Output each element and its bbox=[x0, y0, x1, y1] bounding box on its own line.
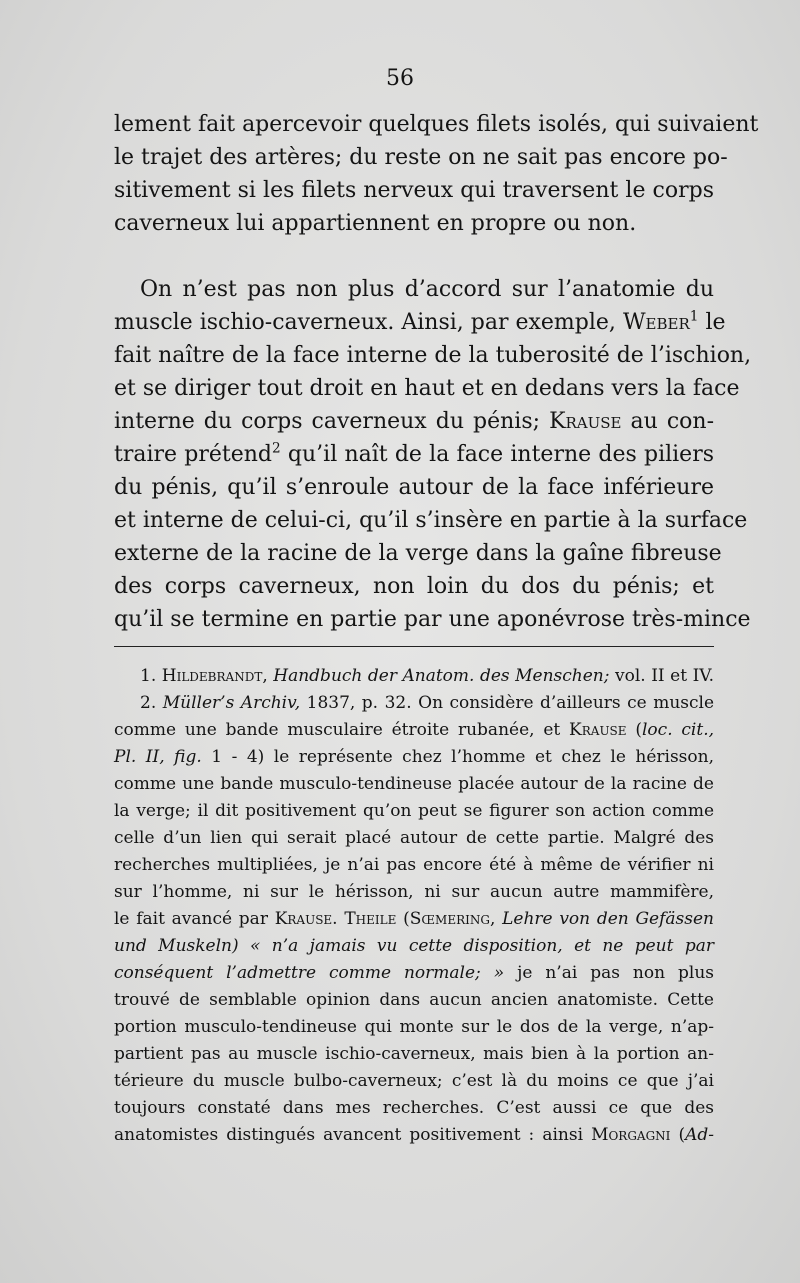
quotation: conséquent l’admettre comme normale; » bbox=[114, 963, 505, 983]
text-line bbox=[114, 745, 714, 769]
text-line: portion musculo-tendineuse qui monte sur le dos de la verge, n’ap- bbox=[114, 1017, 714, 1037]
author-name: Krause bbox=[569, 720, 627, 740]
text-line bbox=[114, 934, 714, 958]
text-line: le trajet des artères; du reste on ne sait pas encore po- bbox=[114, 145, 728, 170]
footnote-2 bbox=[140, 691, 714, 715]
text-span: ( bbox=[635, 720, 642, 740]
text-span: interne du corps caverneux du pénis; bbox=[114, 409, 541, 434]
text-line: fait naître de la face interne de la tuberosité de l’ischion, bbox=[114, 343, 752, 368]
footnote-number: 2. bbox=[140, 693, 157, 713]
text-span: qu’il naît de la face interne des piliers bbox=[287, 442, 715, 467]
text-line bbox=[114, 1123, 714, 1147]
book-title: Lehre von den Gefässen bbox=[502, 909, 714, 929]
text-line bbox=[114, 308, 726, 338]
text-line bbox=[114, 718, 714, 742]
text-span: au con- bbox=[630, 409, 715, 434]
text-line: externe de la racine de la verge dans la gaîne fibreuse bbox=[114, 541, 722, 566]
text-line: du pénis, qu’il s’enroule autour de la face inférieure bbox=[114, 475, 714, 500]
text-line: et interne de celui-ci, qu’il s’insère en partie à la surface bbox=[114, 508, 748, 533]
page-number: 56 bbox=[386, 66, 414, 91]
text-line: térieure du muscle bulbo-caverneux; c’est là du moins ce que j’ai bbox=[114, 1071, 714, 1091]
text-span: ( bbox=[403, 909, 410, 929]
book-title: und Muskeln) bbox=[114, 936, 239, 956]
author-name: Theile bbox=[344, 909, 397, 929]
quotation: « n’a jamais vu cette disposition, et ne peut par bbox=[250, 936, 714, 956]
text-line bbox=[114, 440, 714, 470]
text-span: le fait avancé par bbox=[114, 909, 268, 929]
text-span: je n’ai pas non plus bbox=[517, 963, 714, 983]
text-line: toujours constaté dans mes recherches. C’est aussi ce que des bbox=[114, 1098, 714, 1118]
text-span: le bbox=[705, 310, 726, 335]
text-line bbox=[114, 907, 714, 931]
text-line: comme une bande musculo-tendineuse placée autour de la racine de bbox=[114, 774, 714, 794]
book-title: Handbuch der Anatom. des Menschen; bbox=[273, 666, 610, 686]
author-name: Krause. bbox=[274, 909, 338, 929]
text-line: sur l’homme, ni sur le hérisson, ni sur aucun autre mammifère, bbox=[114, 882, 714, 902]
text-line: partient pas au muscle ischio-caverneux, mais bien à la portion an- bbox=[114, 1044, 714, 1064]
citation: Ad- bbox=[685, 1125, 715, 1145]
text-span: 1 - 4) le représente chez l’homme et chez le hérisson, bbox=[211, 747, 714, 767]
text-span: anatomistes distingués avancent positivement : ainsi bbox=[114, 1125, 584, 1145]
text-span: vol. II et IV. bbox=[615, 666, 715, 686]
text-line: celle d’un lien qui serait placé autour de cette partie. Malgré des bbox=[114, 828, 714, 848]
footnote-1: 1. Hildebrandt, Handbuch der Anatom. des Menschen; vol. II et IV. bbox=[140, 666, 715, 686]
author-name: Krause bbox=[549, 409, 622, 434]
text-line: recherches multipliées, je n’ai pas encore été à même de vérifier ni bbox=[114, 855, 714, 875]
text-line: la verge; il dit positivement qu’on peut se figurer son action comme bbox=[114, 801, 714, 821]
text-line: On n’est pas non plus d’accord sur l’anatomie du bbox=[140, 277, 714, 302]
text-line: caverneux lui appartiennent en propre ou non. bbox=[114, 211, 637, 236]
text-line: des corps caverneux, non loin du dos du pénis; et bbox=[114, 574, 714, 599]
text-line: trouvé de semblable opinion dans aucun ancien anatomiste. Cette bbox=[114, 990, 714, 1010]
text-line: lement fait apercevoir quelques filets isolés, qui suivaient bbox=[114, 112, 759, 137]
text-span: comme une bande musculaire étroite rubanée, et bbox=[114, 720, 561, 740]
text-line: et se diriger tout droit en haut et en dedans vers la face bbox=[114, 376, 740, 401]
journal-title: Müller’s Archiv, bbox=[162, 693, 301, 713]
text-span: muscle ischio-caverneux. Ainsi, par exemple, bbox=[114, 310, 616, 335]
text-line bbox=[114, 961, 714, 985]
text-span: 1837, p. 32. On considère d’ailleurs ce muscle bbox=[306, 693, 715, 713]
text-line: sitivement si les filets nerveux qui traversent le corps bbox=[114, 178, 714, 203]
footnote-ref: 1 bbox=[689, 308, 699, 325]
author-name: Morgagni bbox=[591, 1125, 671, 1145]
footnote-ref: 2 bbox=[272, 440, 281, 457]
author-name: Weber bbox=[622, 310, 690, 335]
text-line bbox=[114, 407, 714, 437]
footnote-divider bbox=[114, 646, 714, 647]
citation: Pl. II, fig. bbox=[114, 747, 202, 767]
author-name: Hildebrandt bbox=[161, 666, 263, 686]
footnote-number: 1. bbox=[140, 666, 157, 686]
author-name: Sœmering, bbox=[409, 909, 496, 929]
text-span: traire prétend bbox=[114, 442, 273, 467]
text-line: qu’il se termine en partie par une aponévrose très-mince bbox=[114, 607, 751, 632]
text-span: ( bbox=[678, 1125, 686, 1145]
citation: loc. cit., bbox=[642, 720, 714, 740]
